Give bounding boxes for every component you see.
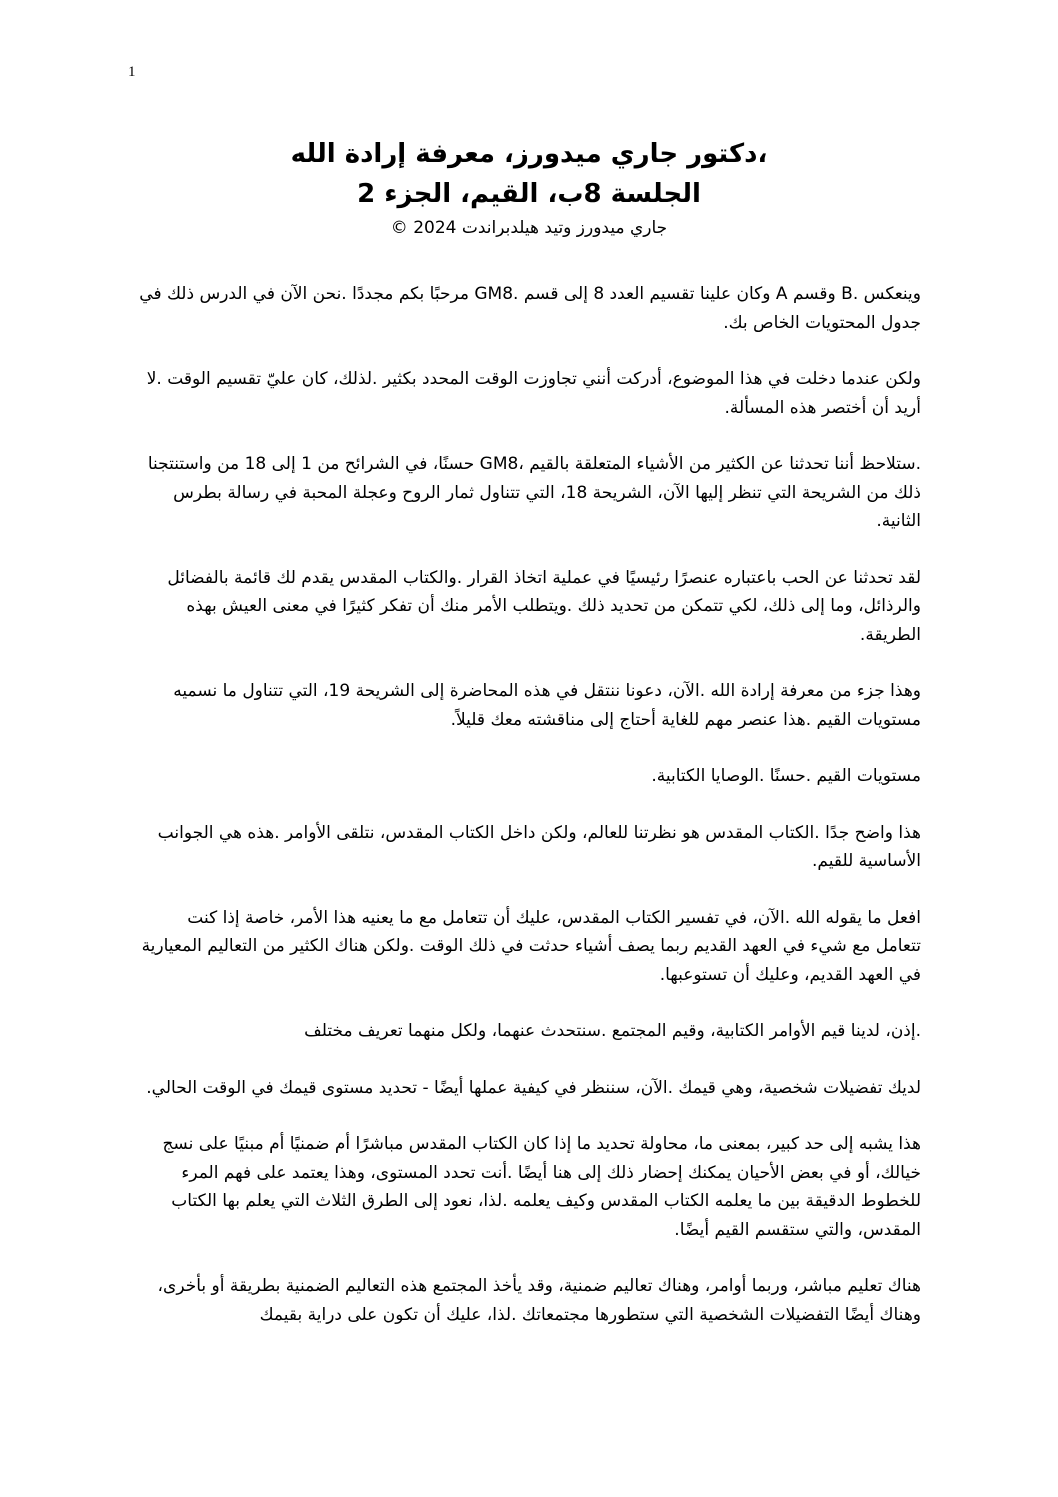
- paragraph: هناك تعليم مباشر، وربما أوامر، وهناك تعاليم ضمنية، وقد يأخذ المجتمع هذه التعاليم الضمنية بطريقة أو بأخرى، وهناك أيضًا التفضيلات الشخصية التي ستطورها مجتمعاتك .لذا، عليك أن تكون على دراية بقيمك: [157, 1276, 921, 1325]
- copyright-line: جاري ميدورز وتيد هيلدبراندت 2024 ©: [390, 218, 668, 238]
- paragraph: لقد تحدثنا عن الحب باعتباره عنصرًا رئيسيًا في عملية اتخاذ القرار .والكتاب المقدس يقدم لك قائمة بالفضائل والرذائل، وما إلى ذلك، لكي تتمكن من تحديد ذلك .ويتطلب الأمر منك أن تفكر كثيرًا في معنى العيش بهذه الطريقة.: [167, 567, 921, 645]
- paragraph: .ستلاحظ أننا تحدثنا عن الكثير من الأشياء المتعلقة بالقيم ،GM8 حسنًا، في الشرائح من 1 إلى 18 من واستنتجنا ذلك من الشريحة التي تنظر إليها الآن، الشريحة 18، التي تتناول ثمار الروح وعجلة المحبة في رسالة بطرس الثانية.: [147, 454, 921, 531]
- paragraph: هذا واضح جدًا .الكتاب المقدس هو نظرتنا للعالم، ولكن داخل الكتاب المقدس، نتلقى الأوامر .هذه هي الجوانب الأساسية للقيم.: [157, 822, 921, 871]
- paragraph: افعل ما يقوله الله .الآن، في تفسير الكتاب المقدس، عليك أن تتعامل مع ما يعنيه هذا الأمر، خاصة إذا كنت تتعامل مع شيء في العهد القديم ربما يصف أشياء حدثت في ذلك الوقت .ولكن هناك الكثير من التعاليم المعيارية في العهد القديم، وعليك أن تستوعبها.: [141, 907, 921, 985]
- page-number: 1: [128, 64, 136, 80]
- paragraph: لديك تفضيلات شخصية، وهي قيمك .الآن، سننظر في كيفية عملها أيضًا - تحديد مستوى قيمك في الوقت الحالي.: [146, 1077, 921, 1098]
- paragraph: وهذا جزء من معرفة إرادة الله .الآن، دعونا ننتقل في هذه المحاضرة إلى الشريحة 19، التي تتناول ما نسميه مستويات القيم .هذا عنصر مهم للغاية أحتاج إلى مناقشته معك قليلاً.: [173, 681, 921, 730]
- paragraph: وينعكس .B وقسم A وكان علينا تقسيم العدد 8 إلى قسم .GM8 مرحبًا بكم مجددًا .نحن الآن في الدرس ذلك في جدول المحتويات الخاص بك.: [139, 284, 921, 333]
- paragraph: مستويات القيم .حسنًا .الوصايا الكتابية.: [651, 766, 921, 786]
- document-header: [120, 134, 938, 240]
- document-title-line-1: ،دكتور جاري ميدورز، معرفة إرادة الله: [290, 139, 768, 169]
- paragraph: هذا يشبه إلى حد كبير، بمعنى ما، محاولة تحديد ما إذا كان الكتاب المقدس مباشرًا أم ضمنيًا أم مبنيًا على نسج خيالك، أو في بعض الأحيان يمكنك إحضار ذلك إلى هنا أيضًا .أنت تحدد المستوى، وهذا يعتمد على فهم المرء للخطوط الدقيقة بين ما يعلمه الكتاب المقدس وكيف يعلمه .لذا، نعود إلى الطرق الثلاث التي يعلم بها الكتاب المقدس، والتي ستقسم القيم أيضًا.: [162, 1134, 921, 1240]
- document-title-line-2: الجلسة 8ب، القيم، الجزء 2: [357, 179, 701, 209]
- document-body: [137, 280, 921, 1357]
- paragraph: .إذن، لدينا قيم الأوامر الكتابية، وقيم المجتمع .سنتحدث عنهما، ولكل منهما تعريف مختلف: [304, 1021, 921, 1041]
- paragraph: ولكن عندما دخلت في هذا الموضوع، أدركت أنني تجاوزت الوقت المحدد بكثير .لذلك، كان عليّ تقسيم الوقت .لا أريد أن أختصر هذه المسألة.: [146, 369, 921, 418]
